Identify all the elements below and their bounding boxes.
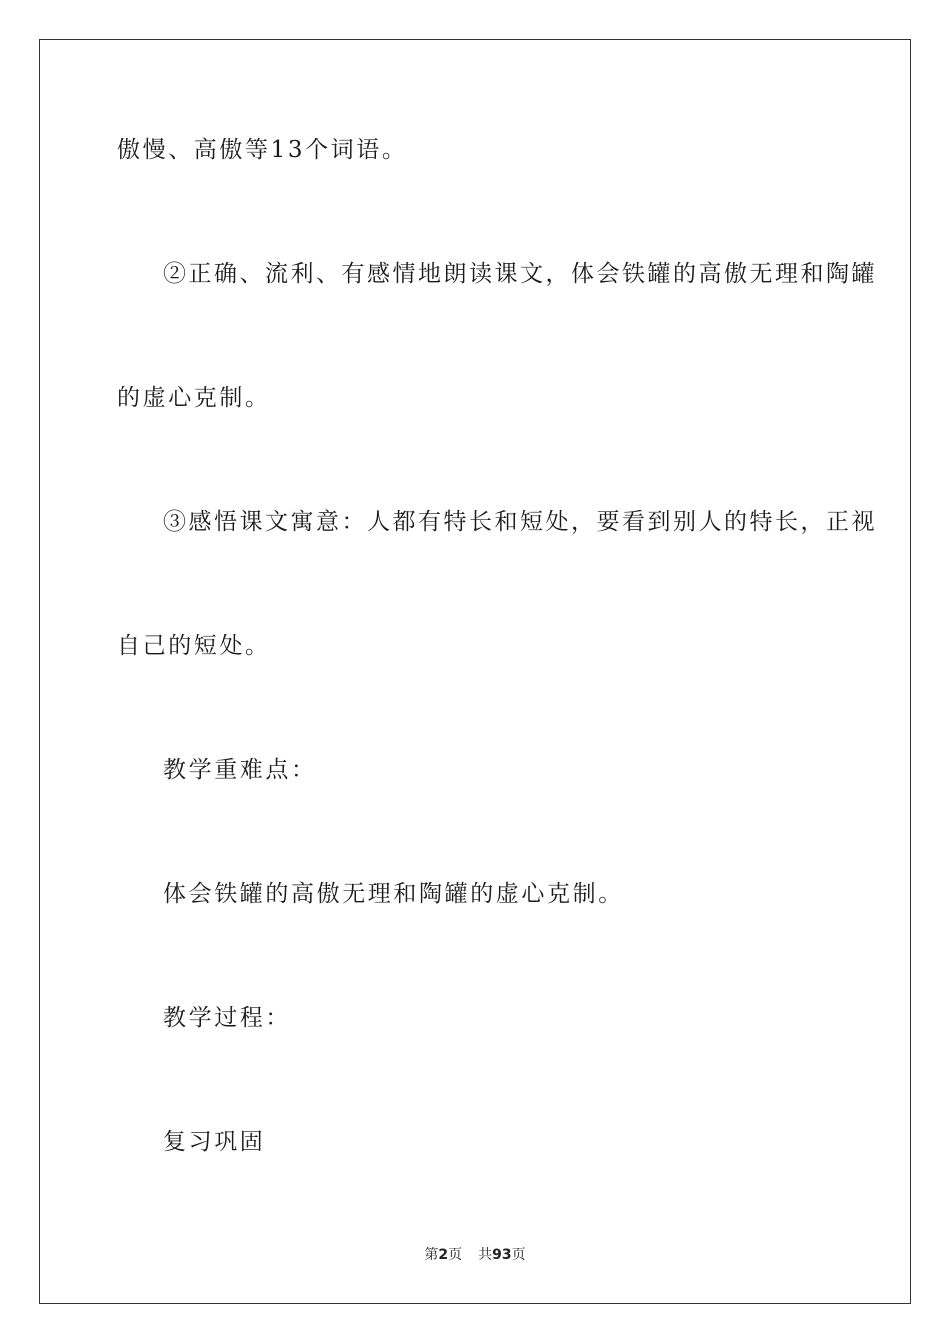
page-prefix: 第 bbox=[424, 1247, 439, 1263]
section-heading-key-points: 教学重难点： bbox=[163, 757, 317, 783]
body-line-1: 傲慢、高傲等13个词语。 bbox=[117, 137, 408, 163]
total-suffix: 页 bbox=[511, 1247, 526, 1263]
body-line-3: 的虚心克制。 bbox=[117, 385, 271, 411]
page-border bbox=[39, 39, 911, 1304]
section-heading-review: 复习巩固 bbox=[163, 1129, 266, 1155]
page-suffix: 页 bbox=[448, 1247, 463, 1263]
total-prefix: 共 bbox=[478, 1247, 493, 1263]
body-line-5: 自己的短处。 bbox=[117, 633, 271, 659]
page-footer bbox=[0, 1246, 950, 1264]
body-line-key-points: 体会铁罐的高傲无理和陶罐的虚心克制。 bbox=[163, 881, 624, 907]
body-line-4: ③感悟课文寓意：人都有特长和短处，要看到别人的特长，正视 bbox=[163, 509, 877, 535]
current-page-number: 2 bbox=[438, 1247, 449, 1263]
total-pages-number: 93 bbox=[492, 1247, 512, 1263]
section-heading-process: 教学过程： bbox=[163, 1005, 291, 1031]
body-line-2: ②正确、流利、有感情地朗读课文，体会铁罐的高傲无理和陶罐 bbox=[163, 261, 877, 287]
